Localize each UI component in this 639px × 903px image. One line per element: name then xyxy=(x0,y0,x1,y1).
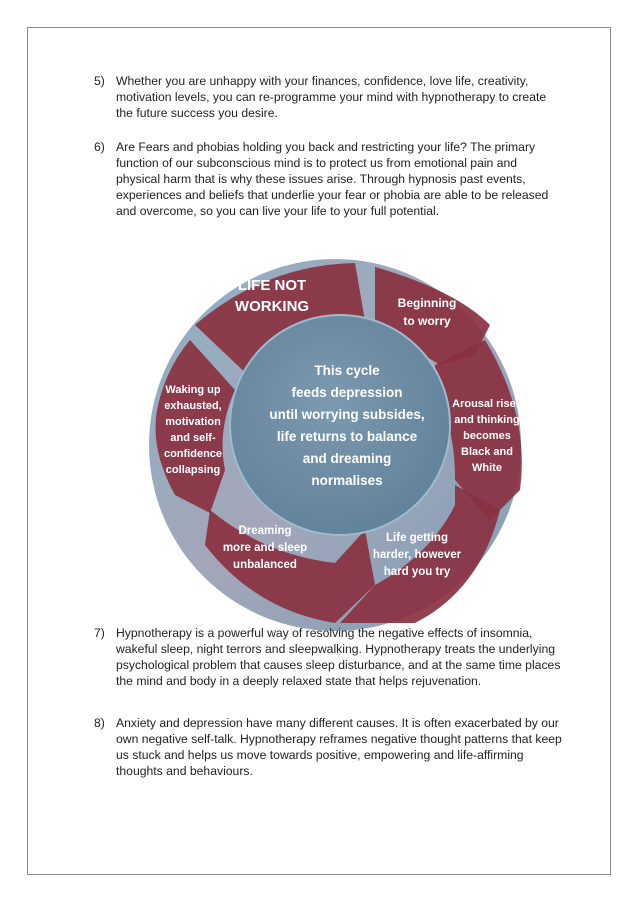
list-item-7 xyxy=(94,625,564,689)
stage-beginning-2: to worry xyxy=(403,314,451,328)
list-item-8 xyxy=(94,715,564,779)
center-line-4: life returns to balance xyxy=(276,429,418,444)
stage-waking-6: collapsing xyxy=(165,464,221,476)
stage-waking-4: and self- xyxy=(170,432,216,444)
list-text: Are Fears and phobias holding you back and restricting your life? The primary function of our subconscious mind is to protect us from emotional pain and physical harm that is why these issues arise. Through hypnosis past events, experiences and beliefs that underlie your fear or phobia are able to be released and overcome, so you can live your life to your full potential. xyxy=(116,140,549,218)
stage-dreaming-2: more and sleep xyxy=(222,542,308,554)
center-line-1: This cycle xyxy=(314,363,380,378)
stage-harder-3: hard you try xyxy=(383,566,451,578)
list-number: 6) xyxy=(94,140,105,154)
stage-life-not-working-2: WORKING xyxy=(234,298,310,315)
depression-cycle-diagram xyxy=(135,245,535,645)
stage-life-not-working-1: LIFE NOT xyxy=(237,277,307,294)
stage-dreaming-3: unbalanced xyxy=(233,559,297,571)
center-line-2: feeds depression xyxy=(291,385,403,400)
center-line-6: normalises xyxy=(311,473,383,488)
stage-beginning-1: Beginning xyxy=(397,296,457,310)
stage-harder-1: Life getting xyxy=(386,532,448,544)
list-number: 5) xyxy=(94,74,105,88)
list-number: 8) xyxy=(94,716,105,730)
center-circle xyxy=(230,315,450,535)
stage-waking-3: motivation xyxy=(165,416,221,428)
stage-arousal-1: Arousal rises xyxy=(452,398,522,410)
list-number: 7) xyxy=(94,626,105,640)
list-text: Hypnotherapy is a powerful way of resolving the negative effects of insomnia, wakeful sleep, night terrors and sleepwalking. Hypnotherapy treats the underlying psychological problem that causes sleep disturbance, and at the same time places the mind and body in a deeply relaxed state that helps rejuvenation. xyxy=(116,626,561,688)
stage-waking-1: Waking up xyxy=(165,384,221,396)
stage-waking-2: exhausted, xyxy=(164,400,222,412)
stage-arousal-2: and thinking xyxy=(454,414,520,426)
stage-waking-5: confidence xyxy=(163,448,223,460)
center-line-5: and dreaming xyxy=(302,451,392,466)
center-line-3: until worrying subsides, xyxy=(269,407,425,422)
list-text: Whether you are unhappy with your finances, confidence, love life, creativity, motivation levels, you can re-programme your mind with hypnotherapy to create the future success you desire. xyxy=(116,74,547,120)
stage-arousal-4: Black and xyxy=(461,446,513,458)
list-item-6 xyxy=(94,139,564,219)
stage-arousal-3: becomes xyxy=(463,430,511,442)
stage-arousal-5: White xyxy=(472,462,502,474)
stage-harder-2: harder, however xyxy=(372,549,462,561)
list-text: Anxiety and depression have many different causes. It is often exacerbated by our own negative self-talk. Hypnotherapy reframes negative thought patterns that keep us stuck and helps us move towards positive, empowering and life-affirming thoughts and behaviours. xyxy=(116,716,562,778)
stage-dreaming-1: Dreaming xyxy=(238,525,292,537)
list-item-5 xyxy=(94,73,564,121)
